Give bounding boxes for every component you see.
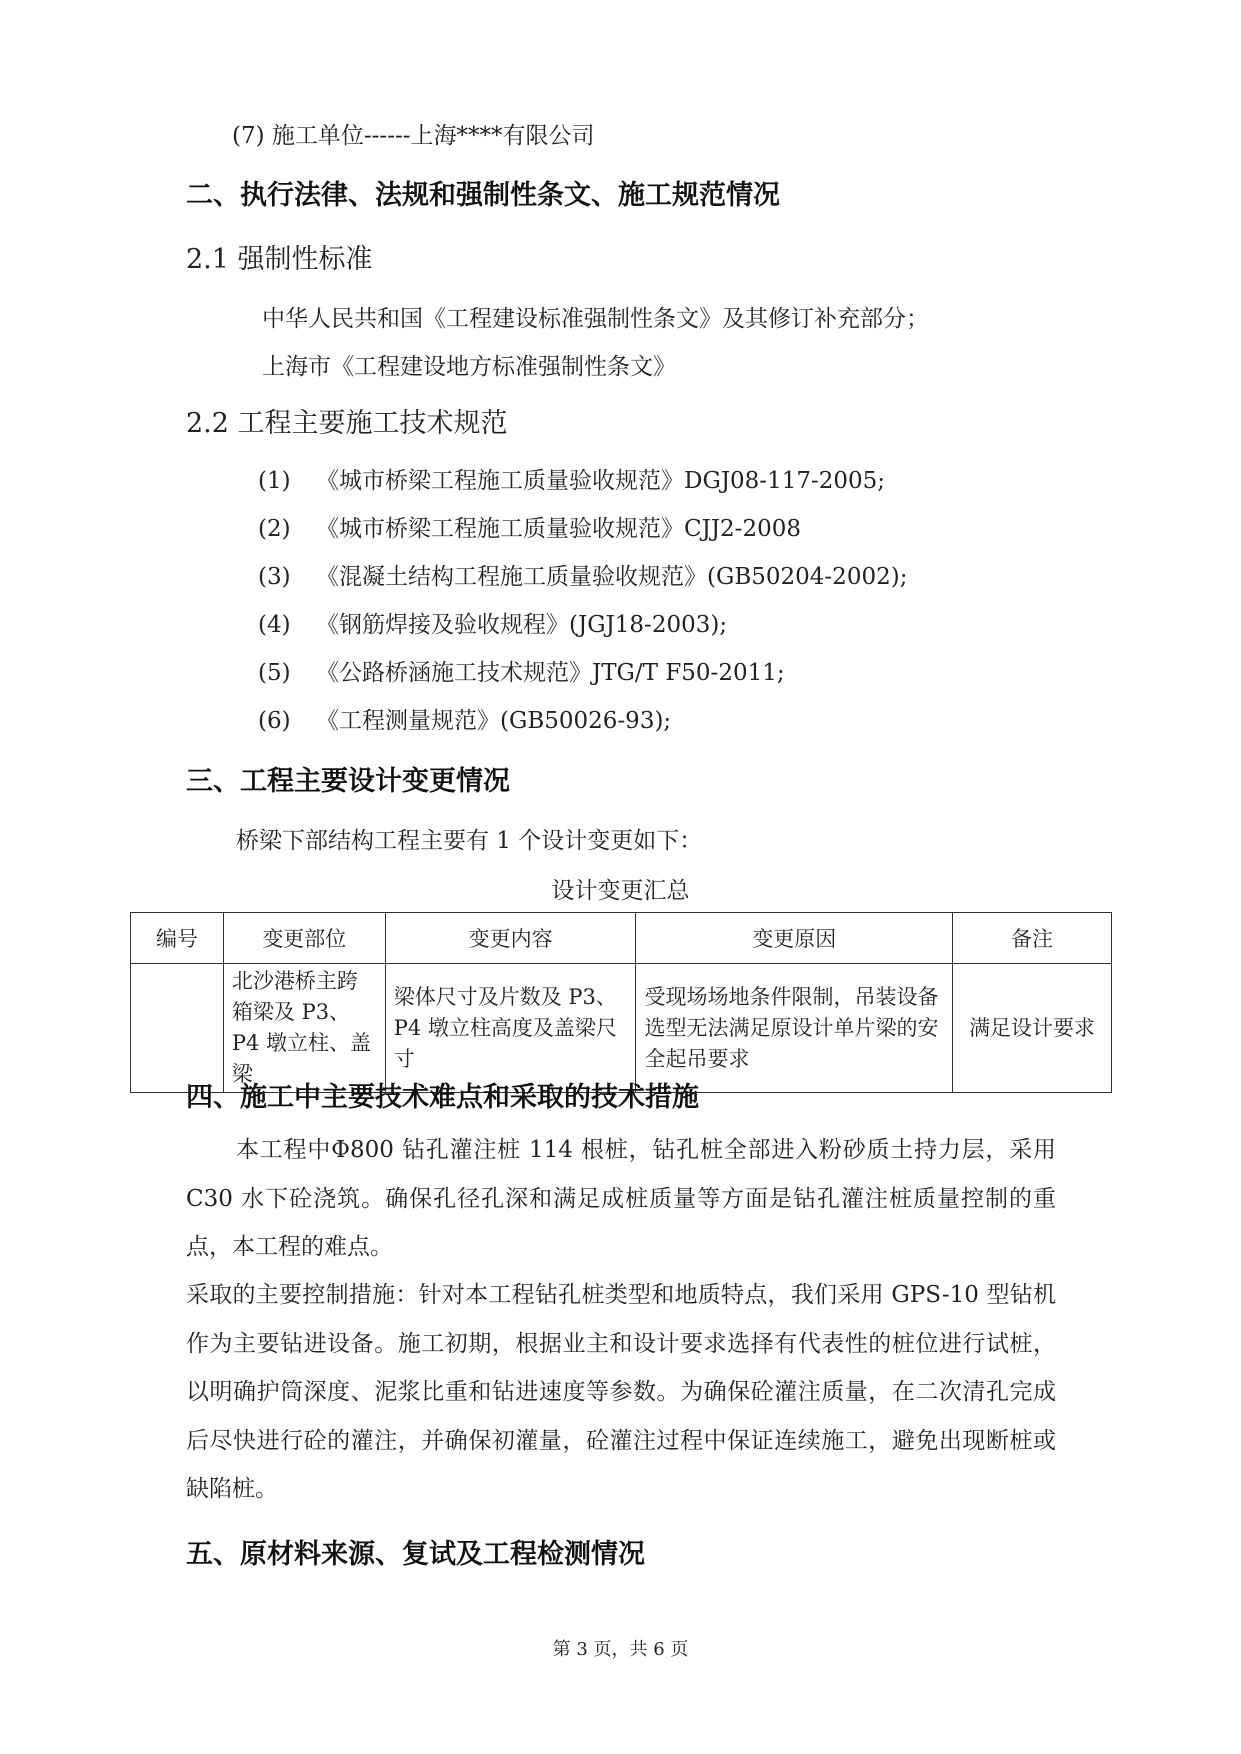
section-3-intro: 桥梁下部结构工程主要有 1 个设计变更如下： <box>236 828 703 854</box>
spec-item-number: (2) <box>258 516 291 542</box>
header-content: 变更内容 <box>385 913 636 964</box>
construction-unit-line: (7) 施工单位------上海****有限公司 <box>232 123 595 149</box>
cell-part: 北沙港桥主跨箱梁及 P3、P4 墩立柱、盖梁 <box>223 964 385 1093</box>
spec-item-number: (5) <box>258 660 291 686</box>
spec-item-text: 《工程测量规范》(GB50026-93); <box>316 708 672 734</box>
spec-item <box>258 514 801 544</box>
section-5-heading: 五、原材料来源、复试及工程检测情况 <box>186 1539 645 1570</box>
spec-item <box>258 562 907 592</box>
page-footer: 第 3 页，共 6 页 <box>552 1639 689 1660</box>
table-caption: 设计变更汇总 <box>551 878 690 904</box>
cell-id <box>131 964 224 1093</box>
subsection-2-1-heading: 2.1 强制性标准 <box>186 244 373 275</box>
spec-item-text: 《城市桥梁工程施工质量验收规范》CJJ2-2008 <box>316 516 801 542</box>
header-id: 编号 <box>131 913 224 964</box>
standard-line: 中华人民共和国《工程建设标准强制性条文》及其修订补充部分； <box>262 306 929 332</box>
section-4-paragraph: 本工程中Φ800 钻孔灌注桩 114 根桩，钻孔桩全部进入粉砂质土持力层，采用 C30 水下砼浇筑。确保孔径孔深和满足成桩质量等方面是钻孔灌注桩质量控制的重点，本工程的难点。 <box>186 1137 1056 1260</box>
spec-item-text: 《钢筋焊接及验收规程》(JGJ18-2003); <box>316 612 728 638</box>
section-4-paragraph: 采取的主要控制措施：针对本工程钻孔桩类型和地质特点，我们采用 GPS-10 型钻机作为主要钻进设备。施工初期，根据业主和设计要求选择有代表性的桩位进行试桩，以明确护筒深度、泥浆比重和钻进速度等参数。为确保砼灌注质量，在二次清孔完成后尽快进行砼的灌注，并确保初灌量，砼灌注过程中保证连续施工，避免出现断桩或缺陷桩。 <box>186 1282 1056 1502</box>
section-3-heading: 三、工程主要设计变更情况 <box>186 766 510 797</box>
spec-item <box>258 466 885 496</box>
spec-item-number: (1) <box>258 468 291 494</box>
standard-line: 上海市《工程建设地方标准强制性条文》 <box>262 354 676 380</box>
spec-item <box>258 610 727 640</box>
design-change-table <box>130 912 1112 1093</box>
cell-note: 满足设计要求 <box>953 964 1112 1093</box>
header-note: 备注 <box>953 913 1112 964</box>
spec-item-text: 《公路桥涵施工技术规范》JTG/T F50-2011; <box>316 660 785 686</box>
spec-item <box>258 706 671 736</box>
spec-item-number: (3) <box>258 564 291 590</box>
spec-item-text: 《城市桥梁工程施工质量验收规范》DGJ08-117-2005; <box>316 468 886 494</box>
spec-item-number: (6) <box>258 708 291 734</box>
cell-reason: 受现场场地条件限制，吊装设备选型无法满足原设计单片梁的安全起吊要求 <box>636 964 953 1093</box>
table-header-row <box>131 913 1112 964</box>
header-reason: 变更原因 <box>636 913 953 964</box>
section-4-heading: 四、施工中主要技术难点和采取的技术措施 <box>186 1082 699 1113</box>
table-row <box>131 964 1112 1093</box>
spec-item <box>258 658 785 688</box>
header-part: 变更部位 <box>223 913 385 964</box>
cell-content: 梁体尺寸及片数及 P3、P4 墩立柱高度及盖梁尺寸 <box>385 964 636 1093</box>
subsection-2-2-heading: 2.2 工程主要施工技术规范 <box>186 408 508 439</box>
spec-item-text: 《混凝土结构工程施工质量验收规范》(GB50204-2002); <box>316 564 908 590</box>
section-2-heading: 二、执行法律、法规和强制性条文、施工规范情况 <box>186 180 780 211</box>
spec-item-number: (4) <box>258 612 291 638</box>
